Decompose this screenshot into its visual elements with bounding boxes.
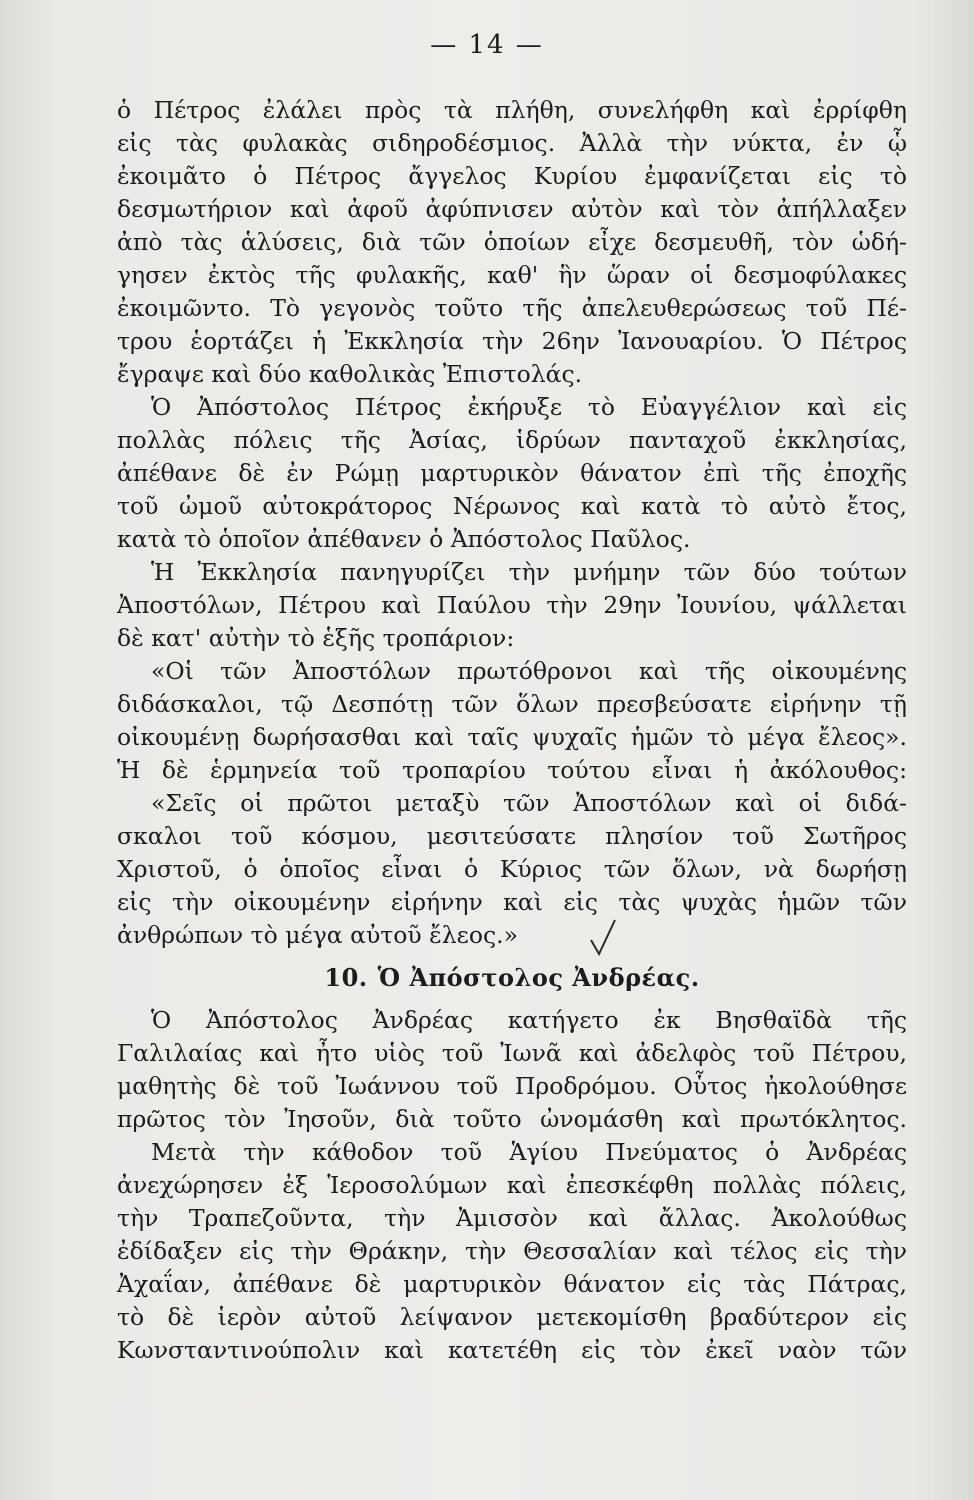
text-line: ἐδίδαξεν εἰς τὴν Θράκην, τὴν Θεσσαλίαν καὶ τέλος εἰς τὴν	[117, 1237, 907, 1265]
text-line: κατὰ τὸ ὁποῖον ἀπέθανεν ὁ Ἀπόστολος Παῦλος.	[117, 525, 691, 553]
text-line: Ἡ δὲ ἑρμηνεία τοῦ τροπαρίου τούτου εἶναι ἡ ἀκόλουθος:	[117, 756, 907, 784]
text-line: οἰκουμένῃ δωρήσασθαι καὶ ταῖς ψυχαῖς ἡμῶν τὸ μέγα ἔλεος».	[117, 723, 907, 751]
text-line: ἀπέθανε δὲ ἐν Ρώμῃ μαρτυρικὸν θάνατον ἐπὶ τῆς ἐποχῆς	[117, 459, 907, 487]
text-line: ὁ Πέτρος ἐλάλει πρὸς τὰ πλήθη, συνελήφθη καὶ ἐρρίφθη	[117, 96, 907, 124]
text-line: μαθητὴς δὲ τοῦ Ἰωάννου τοῦ Προδρόμου. Οὗτος ἠκολούθησε	[117, 1072, 907, 1100]
page-number: — 14 —	[430, 30, 544, 60]
text-line: διδάσκαλοι, τῷ Δεσπότῃ τῶν ὅλων πρεσβεύσατε εἰρήνην τῇ	[117, 690, 907, 718]
text-line: ἐκοιμῶντο. Τὸ γεγονὸς τοῦτο τῆς ἀπελευθερώσεως τοῦ Πέ-	[117, 294, 907, 322]
text-line: Ἀχαΐαν, ἀπέθανε δὲ μαρτυρικὸν θάνατον εἰς τὰς Πάτρας,	[117, 1270, 907, 1298]
text-line: δεσμωτήριον καὶ ἀφοῦ ἀφύπνισεν αὐτὸν καὶ τὸν ἀπήλλαξεν	[117, 195, 907, 223]
text-line: εἰς τὴν οἰκουμένην εἰρήνην καὶ εἰς τὰς ψυχὰς ἡμῶν τῶν	[117, 888, 907, 916]
text-line: ἐκοιμᾶτο ὁ Πέτρος ἄγγελος Κυρίου ἐμφανίζεται εἰς τὸ	[117, 162, 907, 190]
text-line: ἀνεχώρησεν ἐξ Ἱεροσολύμων καὶ ἐπεσκέφθη πολλὰς πόλεις,	[117, 1171, 907, 1199]
handwritten-checkmark	[588, 918, 618, 958]
text-line: πρῶτος τὸν Ἰησοῦν, διὰ τοῦτο ὠνομάσθη καὶ πρωτόκλητος.	[117, 1105, 907, 1133]
text-line: ἀνθρώπων τὸ μέγα αὐτοῦ ἔλεος.»	[117, 921, 518, 949]
text-line: «Οἱ τῶν Ἀποστόλων πρωτόθρονοι καὶ τῆς οἰκουμένης	[151, 657, 907, 685]
text-line: τὸ δὲ ἱερὸν αὐτοῦ λείψανον μετεκομίσθη βραδύτερον εἰς	[117, 1303, 907, 1331]
text-line: Ὁ Ἀπόστολος Πέτρος ἐκήρυξε τὸ Εὐαγγέλιον καὶ εἰς	[151, 393, 907, 421]
text-line: πολλὰς πόλεις τῆς Ἀσίας, ἱδρύων πανταχοῦ ἐκκλησίας,	[117, 426, 907, 454]
text-line: τρου ἑορτάζει ἡ Ἐκκλησία τὴν 26ην Ἰανουαρίου. Ὁ Πέτρος	[117, 327, 907, 355]
body-text	[117, 94, 907, 1367]
text-line: Κωνσταντινούπολιν καὶ κατετέθη εἰς τὸν ἐκεῖ ναὸν τῶν	[117, 1336, 907, 1364]
text-line: Γαλιλαίας καὶ ἦτο υἱὸς τοῦ Ἰωνᾶ καὶ ἀδελφὸς τοῦ Πέτρου,	[117, 1039, 907, 1067]
text-line: Ἀποστόλων, Πέτρου καὶ Παύλου τὴν 29ην Ἰουνίου, ψάλλεται	[117, 591, 907, 619]
checkmark-icon	[588, 918, 618, 958]
text-line: ἀπὸ τὰς ἁλύσεις, διὰ τῶν ὁποίων εἶχε δεσμευθῆ, τὸν ὡδή-	[117, 228, 907, 256]
text-line: τοῦ ὠμοῦ αὐτοκράτορος Νέρωνος καὶ κατὰ τὸ αὐτὸ ἔτος,	[117, 492, 907, 520]
text-line: Μετὰ τὴν κάθοδον τοῦ Ἁγίου Πνεύματος ὁ Ἀνδρέας	[151, 1138, 907, 1166]
text-line: σκαλοι τοῦ κόσμου, μεσιτεύσατε πλησίον τοῦ Σωτῆρος	[117, 822, 907, 850]
text-line: τὴν Τραπεζοῦντα, τὴν Ἀμισσὸν καὶ ἄλλας. Ἀκολούθως	[117, 1204, 907, 1232]
text-line: εἰς τὰς φυλακὰς σιδηροδέσμιος. Ἀλλὰ τὴν νύκτα, ἐν ᾧ	[117, 129, 907, 157]
section-heading	[117, 952, 907, 1004]
text-line: Χριστοῦ, ὁ ὁποῖος εἶναι ὁ Κύριος τῶν ὅλων, νὰ δωρήσῃ	[117, 855, 907, 883]
section-number: 10.	[324, 963, 368, 992]
text-line: Ἡ Ἐκκλησία πανηγυρίζει τὴν μνήμην τῶν δύο τούτων	[151, 558, 907, 586]
text-line: γησεν ἐκτὸς τῆς φυλακῆς, καθ' ἣν ὥραν οἱ δεσμοφύλακες	[117, 261, 907, 289]
section-title: Ὁ Ἀπόστολος Ἀνδρέας.	[377, 963, 700, 992]
text-line: Ὁ Ἀπόστολος Ἀνδρέας κατήγετο ἐκ Βησθαϊδὰ τῆς	[151, 1006, 907, 1034]
text-line: δὲ κατ' αὐτὴν τὸ ἑξῆς τροπάριον:	[117, 624, 515, 652]
text-line: ἔγραψε καὶ δύο καθολικὰς Ἐπιστολάς.	[117, 360, 583, 388]
text-line: «Σεῖς οἱ πρῶτοι μεταξὺ τῶν Ἀποστόλων καὶ οἱ διδά-	[151, 789, 907, 817]
